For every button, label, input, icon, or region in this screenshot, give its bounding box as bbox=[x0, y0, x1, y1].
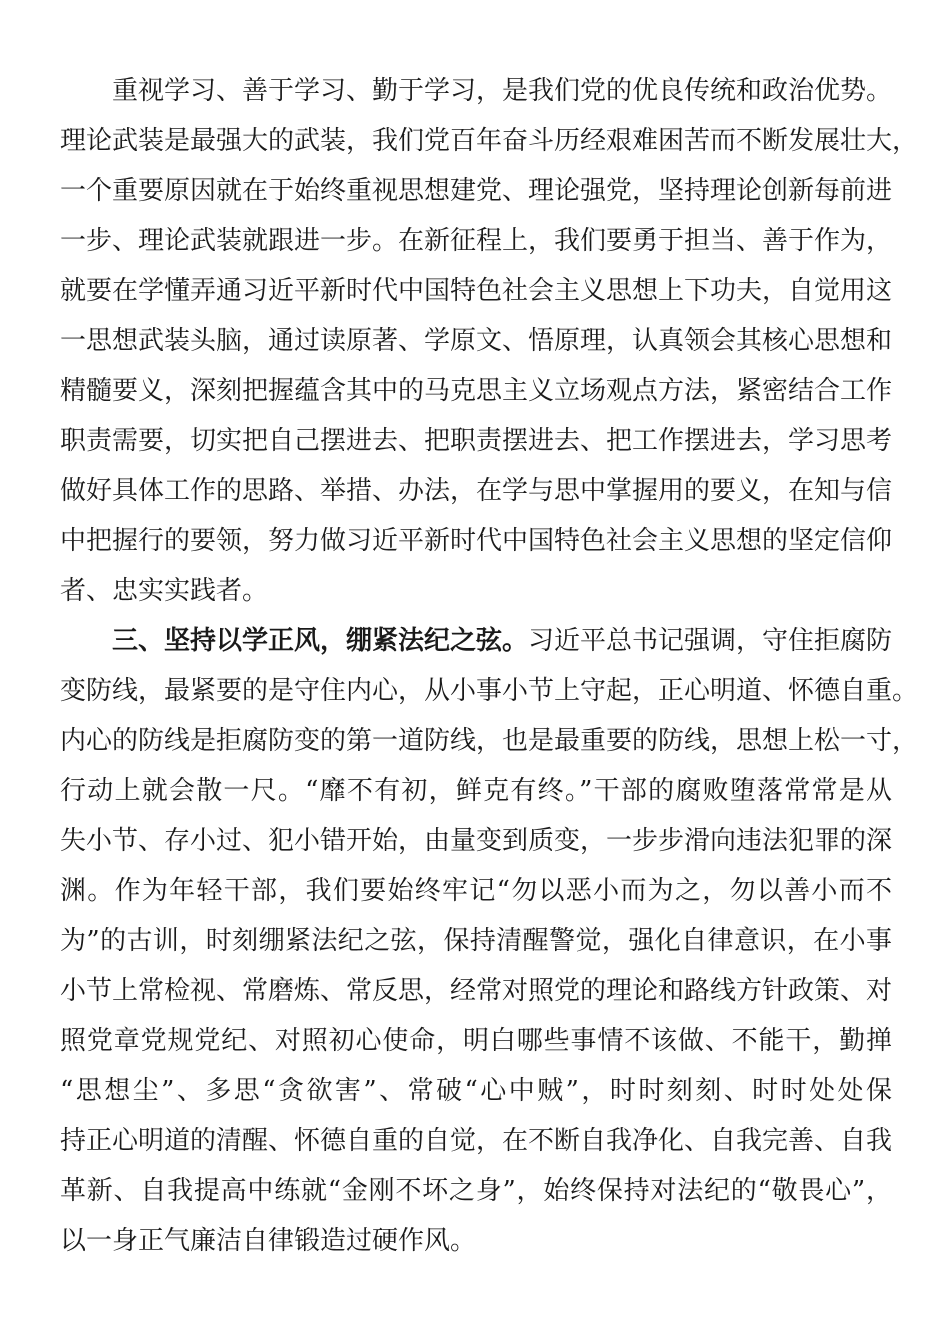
paragraph-1-line-9: 做好具体工作的思路、举措、办法，在学与思中掌握用的要义，在知与信 bbox=[60, 476, 893, 506]
paragraph-2-line-1 bbox=[112, 616, 892, 666]
paragraph-2-line-4: 行动上就会散一尺。“靡不有初，鲜克有终。”干部的腐败堕落常常是从 bbox=[60, 776, 892, 806]
paragraph-1-line-11: 者、忠实实践者。 bbox=[60, 576, 269, 606]
paragraph-1-line-10: 中把握行的要领，努力做习近平新时代中国特色社会主义思想的坚定信仰 bbox=[60, 526, 893, 556]
paragraph-2-line-5: 失小节、存小过、犯小错开始，由量变到质变，一步步滑向违法犯罪的深 bbox=[60, 826, 893, 856]
paragraph-2-line-8: 小节上常检视、常磨炼、常反思，经常对照党的理论和路线方针政策、对 bbox=[60, 976, 893, 1006]
paragraph-2-line-11: 持正心明道的清醒、怀德自重的自觉，在不断自我净化、自我完善、自我 bbox=[60, 1126, 893, 1156]
paragraph-2-line-12: 革新、自我提高中练就“金刚不坏之身”，始终保持对法纪的“敬畏心”， bbox=[60, 1176, 892, 1206]
paragraph-2-line-9: 照党章党规党纪、对照初心使命，明白哪些事情不该做、不能干，勤掸 bbox=[60, 1026, 892, 1056]
paragraph-2-line-2: 变防线，最紧要的是守住内心，从小事小节上守起，正心明道、怀德自重。 bbox=[60, 676, 919, 706]
paragraph-1-line-6: 一思想武装头脑，通过读原著、学原文、悟原理，认真领会其核心思想和 bbox=[60, 326, 893, 356]
paragraph-2-line-1-rest: 习近平总书记强调，守住拒腐防 bbox=[528, 626, 893, 656]
paragraph-2-line-7: 为”的古训，时刻绷紧法纪之弦，保持清醒警觉，强化自律意识，在小事 bbox=[60, 926, 892, 956]
paragraph-1-line-5: 就要在学懂弄通习近平新时代中国特色社会主义思想上下功夫，自觉用这 bbox=[60, 276, 893, 306]
paragraph-1-line-1: 重视学习、善于学习、勤于学习，是我们党的优良传统和政治优势。 bbox=[112, 76, 893, 106]
paragraph-1-line-4: 一步、理论武装就跟进一步。在新征程上，我们要勇于担当、善于作为， bbox=[60, 226, 893, 256]
paragraph-1-line-7: 精髓要义，深刻把握蕴含其中的马克思主义立场观点方法，紧密结合工作 bbox=[60, 376, 893, 406]
paragraph-1-line-8: 职责需要，切实把自己摆进去、把职责摆进去、把工作摆进去，学习思考 bbox=[60, 426, 893, 456]
paragraph-2-line-6: 渊。作为年轻干部，我们要始终牢记“勿以恶小而为之，勿以善小而不 bbox=[60, 876, 892, 906]
section-heading: 三、坚持以学正风，绷紧法纪之弦。 bbox=[112, 626, 529, 656]
paragraph-2-line-3: 内心的防线是拒腐防变的第一道防线，也是最重要的防线，思想上松一寸， bbox=[60, 726, 919, 756]
paragraph-2-line-13: 以一身正气廉洁自律锻造过硬作风。 bbox=[60, 1226, 477, 1256]
paragraph-1-line-2: 理论武装是最强大的武装，我们党百年奋斗历经艰难困苦而不断发展壮大， bbox=[60, 126, 919, 156]
paragraph-2-line-10: “思想尘”、多思“贪欲害”、常破“心中贼”，时时刻刻、时时处处保 bbox=[60, 1076, 892, 1106]
paragraph-1-line-3: 一个重要原因就在于始终重视思想建党、理论强党，坚持理论创新每前进 bbox=[60, 176, 893, 206]
